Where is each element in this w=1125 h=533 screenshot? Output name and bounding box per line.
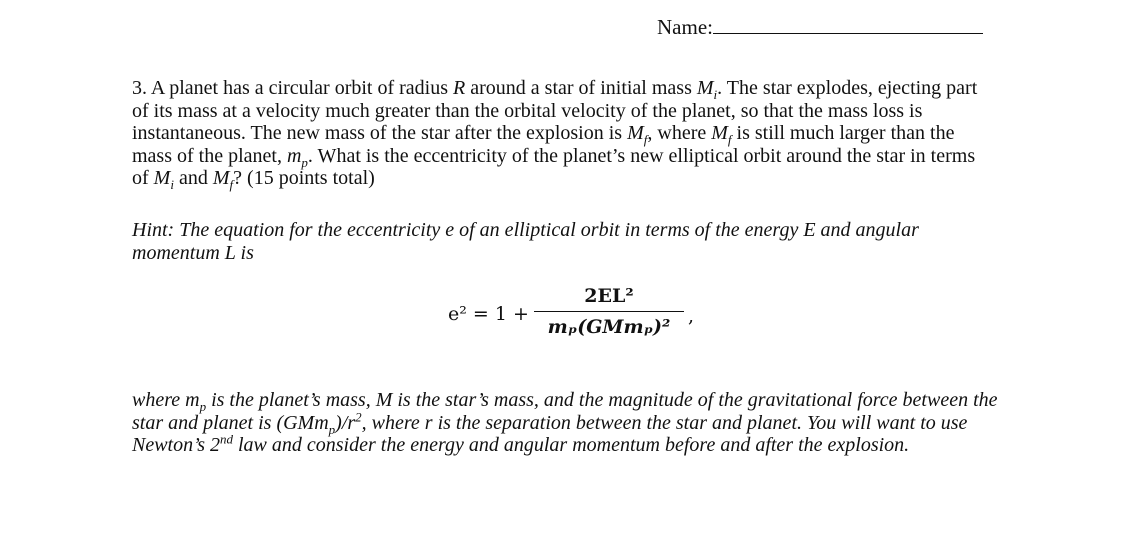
name-label: Name:	[657, 15, 713, 39]
equation-numerator: 2EL²	[584, 285, 634, 307]
equation-denominator: mₚ(GMmₚ)²	[547, 316, 671, 338]
question-3	[132, 77, 992, 190]
fraction-bar	[534, 311, 684, 312]
equation-fraction	[534, 283, 684, 340]
name-blank-line	[713, 14, 983, 34]
hint-text: Hint: The equation for the eccentricity e of an elliptical orbit in terms of the energy E and angular momentum L is	[132, 219, 919, 264]
question-number: 3.	[132, 77, 147, 99]
equation-comma: ,	[688, 305, 695, 327]
question-text: 3. A planet has a circular orbit of radius R around a star of initial mass $M_i$. The star explodes, ejecting part of its mass at a velocity much greater than the orbital velocity of the planet, so that the mass loss is instantaneous. The new mass of the star after the explosion is $M_f$, where $M_f$ is still much larger than the mass of the planet, $m_p$. What is the eccentricity of the planet’s new elliptical orbit around the star in terms of $M_i$ and $M_f$? (15 points total)	[132, 77, 978, 192]
equation-lhs: e² = 1 +	[448, 303, 529, 325]
explanation-text: where $m_p$ is the planet’s mass, M is the star’s mass, and the magnitude of the gravitational force between the star and planet is $(GMm_p)/r^2$, where r is the separation between the star and planet. You will want to use Newton’s 2nd law and consider the energy and angular momentum before and after the explosion.	[132, 389, 998, 456]
name-field	[657, 14, 983, 40]
